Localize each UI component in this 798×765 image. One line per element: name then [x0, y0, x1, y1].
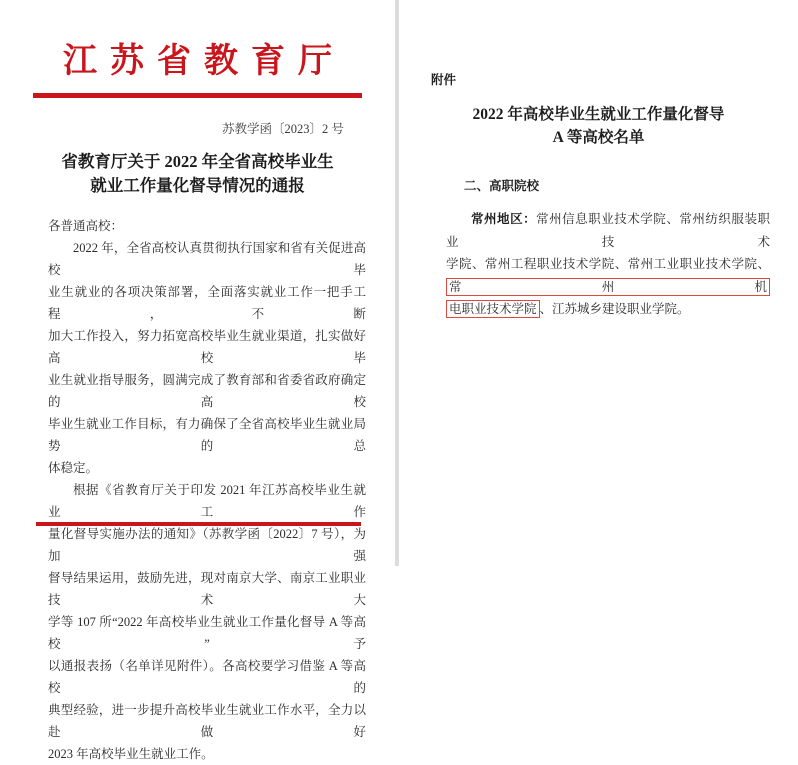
body-line: 加大工作投入，努力拓宽高校毕业生就业渠道，扎实做好高校毕 — [48, 329, 366, 365]
attachment-title-line1: 2022 年高校毕业生就业工作量化督导 — [472, 106, 725, 123]
body-line — [446, 298, 770, 321]
body-line: 根据《省教育厅关于印发 2021 年江苏高校毕业生就业工作 — [48, 483, 366, 519]
body-line — [446, 253, 770, 298]
region-label: 常州地区： — [471, 212, 537, 226]
attachment-body — [446, 208, 770, 321]
document-title-line1: 省教育厅关于 2022 年全省高校毕业生 — [61, 152, 334, 171]
highlighted-school-box: 常州机 — [446, 278, 770, 296]
body-line: 业生就业的各项决策部署，全面落实就业工作一把手工程，不断 — [48, 285, 366, 321]
attachment-page — [399, 0, 798, 566]
body-line: 量化督导实施办法的通知》（苏教学函〔2022〕7 号），为加强 — [48, 527, 366, 563]
body-line: 典型经验，进一步提升高校毕业生就业工作水平，全力以赴做好 — [48, 703, 366, 739]
body-line — [446, 208, 770, 253]
org-name-red-header: 江苏省教育厅 — [63, 43, 345, 80]
highlighted-school-box: 电职业技术学院 — [446, 300, 540, 318]
notice-document-page — [0, 0, 395, 761]
document-number: 苏教学函〔2023〕2 号 — [222, 122, 344, 136]
body-line: 毕业生就业工作目标，有力确保了全省高校毕业生就业局势的总 — [48, 417, 366, 453]
school-list-text: 、江苏城乡建设职业学院。 — [539, 302, 690, 316]
attachment-label: 附件 — [431, 73, 457, 87]
document-body — [48, 237, 366, 765]
school-list-text: 学院、常州工程职业技术学院、常州工业职业技术学院、 — [446, 257, 770, 271]
attachment-title-line2: A 等高校名单 — [552, 129, 645, 146]
body-line: 2023 年高校毕业生就业工作。 — [48, 747, 214, 761]
body-line: 以通报表扬（名单详见附件）。各高校要学习借鉴 A 等高校的 — [48, 659, 366, 695]
section-heading: 二、高职院校 — [464, 179, 540, 193]
body-line: 2022 年，全省高校认真贯彻执行国家和省有关促进高校毕 — [48, 241, 366, 277]
red-double-rule-footer — [36, 522, 361, 526]
document-title-line2: 就业工作量化督导情况的通报 — [90, 176, 305, 195]
body-line: 学等 107 所“2022 年高校毕业生就业工作量化督导 A 等高校”予 — [48, 615, 366, 651]
school-list-text: 常州信息职业技术学院、常州纺织服装职业技术 — [446, 212, 770, 249]
document-title — [0, 150, 395, 198]
salutation: 各普通高校： — [48, 219, 124, 233]
red-double-rule-header — [33, 93, 362, 98]
body-line: 体稳定。 — [48, 461, 99, 475]
body-line: 业生就业指导服务，圆满完成了教育部和省委省政府确定的高校 — [48, 373, 366, 409]
attachment-title — [399, 103, 798, 149]
body-line: 督导结果运用，鼓励先进，现对南京大学、南京工业职业技术大 — [48, 571, 366, 607]
